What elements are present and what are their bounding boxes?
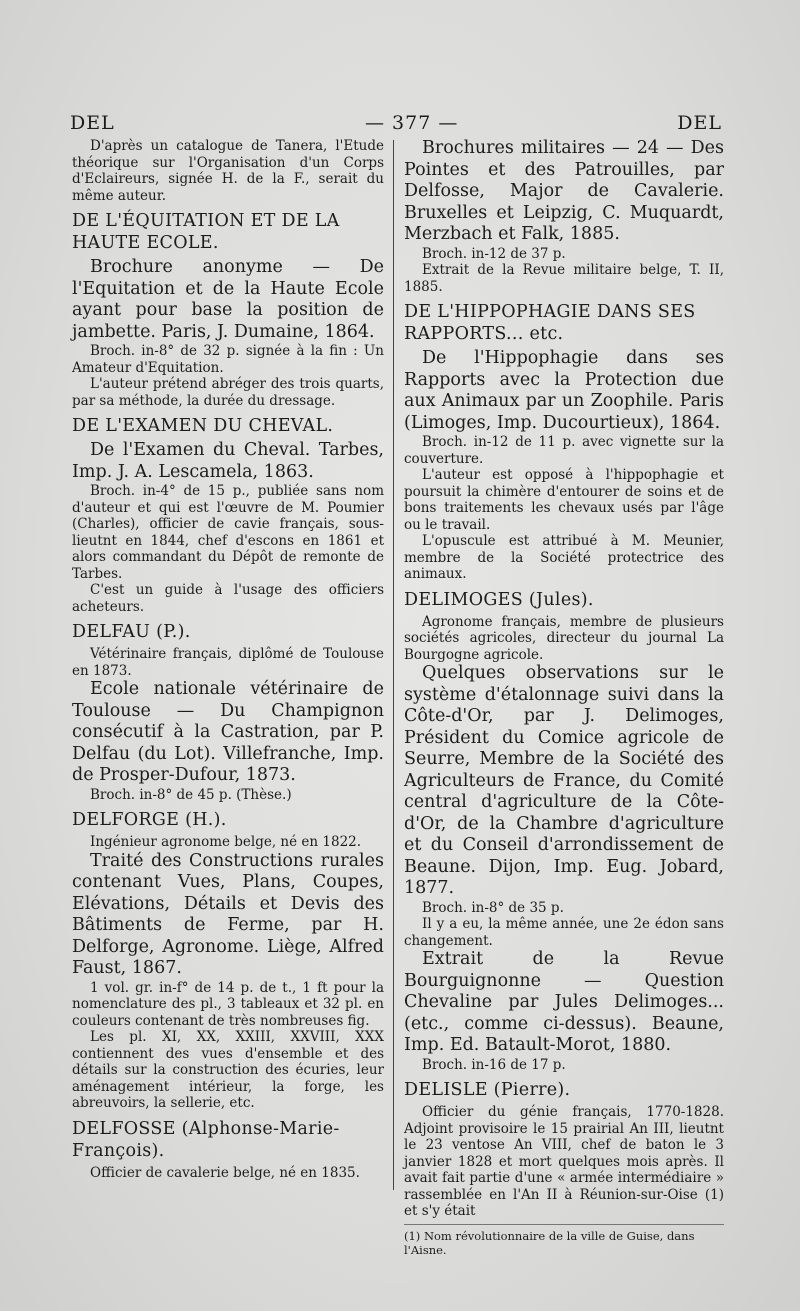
entry-note: Les pl. XI, XX, XXIII, XXVIII, XXX contiennent des vues d'ensemble et des détails sur la construction des écuries, leur aménagement intérieur, la forge, les abreuvoirs, la sellerie, etc.: [72, 1029, 384, 1111]
entry-note: L'opuscule est attribué à M. Meunier, membre de la Société protectrice des animaux.: [404, 533, 724, 582]
entry-note: C'est un guide à l'usage des officiers acheteurs.: [72, 582, 384, 615]
entry-heading: DELFORGE (H.).: [72, 810, 227, 830]
entry-note: Broch. in-16 de 17 p.: [422, 1056, 566, 1073]
page-number: — 377 —: [365, 112, 459, 134]
right-column: [404, 138, 724, 1257]
entry-note: Broch. in-8° de 45 p. (Thèse.): [90, 786, 292, 803]
entry-note: Broch. in-8° de 32 p. signée à la fin : Un Amateur d'Equitation.: [72, 343, 384, 376]
entry-note: Broch. in-12 de 37 p.: [422, 245, 566, 262]
entry-title: Extrait de la Revue Bourguignonne — Question Chevaline par Jules Delimoges... (etc., comme ci-dessus). Beaune, Imp. Ed. Batault-Morot, 1880.: [404, 949, 724, 1055]
entry-heading: DE L'EXAMEN DU CHEVAL.: [72, 416, 334, 436]
entry-note: Agronome français, membre de plusieurs sociétés agricoles, directeur du journal La Bourgogne agricole.: [404, 613, 724, 663]
entry-heading: DELFOSSE (Alphonse-Marie-François).: [72, 1118, 340, 1161]
header-left: DEL: [70, 112, 115, 134]
entry-note: 1 vol. gr. in-f° de 14 p. de t., 1 ft pour la nomenclature des pl., 3 tableaux et 32 pl. en couleurs contenant de très nombreuses fig.: [72, 979, 384, 1029]
entry-note: D'après un catalogue de Tanera, l'Etude théorique sur l'Organisation d'un Corps d'Eclaireurs, signée H. de la F., serait du même auteur.: [72, 138, 384, 204]
entry-title: De l'Examen du Cheval. Tarbes, Imp. J. A. Lescamela, 1863.: [72, 440, 384, 482]
left-column: [72, 138, 384, 1181]
entry-note: Ingénieur agronome belge, né en 1822.: [90, 834, 362, 850]
entry-title: Brochures militaires — 24 — Des Pointes et des Patrouilles, par Delfosse, Major de Cavalerie. Bruxelles et Leipzig, C. Muquardt, Merzbach et Falk, 1885.: [404, 138, 724, 244]
entry-note: L'auteur est opposé à l'hippophagie et poursuit la chimère d'entourer de soins et de bons traitements les chevaux usés par l'âge ou le travail.: [404, 467, 724, 533]
entry-heading: DELFAU (P.).: [72, 622, 191, 642]
entry-note: L'auteur prétend abréger des trois quarts, par sa méthode, la durée du dressage.: [72, 376, 384, 409]
entry-note: Vétérinaire français, diplômé de Toulouse en 1873.: [72, 646, 384, 679]
header-right: DEL: [677, 112, 722, 134]
entry-heading: DE L'ÉQUITATION ET DE LA HAUTE ECOLE.: [72, 211, 340, 253]
running-header: [70, 112, 722, 140]
entry-title: Ecole nationale vétérinaire de Toulouse — Du Champignon consécutif à la Castration, par P. Delfau (du Lot). Villefranche, Imp. de Prosper-Dufour, 1873.: [72, 679, 384, 785]
entry-heading: DE L'HIPPOPHAGIE DANS SES RAPPORTS... etc.: [404, 302, 696, 344]
entry-note: Broch. in-4° de 15 p., publiée sans nom d'auteur et qui est l'œuvre de M. Poumier (Charles), officier de cavie français, sous-lieutnt en 1844, chef d'escons en 1861 et alors commandant du Dépôt de remonte de Tarbes.: [72, 483, 384, 582]
entry-heading: DELIMOGES (Jules).: [404, 589, 594, 610]
entry-note: Officier de cavalerie belge, né en 1835.: [90, 1164, 360, 1181]
entry-title: De l'Hippophagie dans ses Rapports avec la Protection due aux Animaux par un Zoophile. Paris (Limoges, Imp. Ducourtieux), 1864.: [404, 348, 724, 433]
entry-note: Il y a eu, la même année, une 2e édon sans changement.: [404, 916, 724, 949]
column-divider: [393, 140, 394, 1190]
right-column-body: [404, 138, 724, 1220]
entry-note: Extrait de la Revue militaire belge, T. II, 1885.: [404, 262, 724, 295]
entry-title: Brochure anonyme — De l'Equitation et de la Haute Ecole ayant pour base la position de jambette. Paris, J. Dumaine, 1864.: [72, 257, 384, 342]
entry-note: Broch. in-12 de 11 p. avec vignette sur la couverture.: [404, 434, 724, 467]
entry-title: Quelques observations sur le système d'étalonnage suivi dans la Côte-d'Or, par J. Delimoges, Président du Comice agricole de Seurre, Membre de la Société des Agriculteurs de France, du Comité central d'agriculture de la Côte-d'Or, de la Chambre d'agriculture et du Conseil d'arrondissement de Beaune. Dijon, Imp. Eug. Jobard, 1877.: [404, 663, 724, 898]
footnote: (1) Nom révolutionnaire de la ville de Guise, dans l'Aisne.: [404, 1224, 724, 1257]
entry-note: Broch. in-8° de 35 p.: [422, 899, 564, 916]
entry-title: Traité des Constructions rurales contenant Vues, Plans, Coupes, Elévations, Détails et Devis des Bâtiments de Ferme, par H. Delforge, Agronome. Liège, Alfred Faust, 1867.: [72, 850, 384, 978]
entry-heading: DELISLE (Pierre).: [404, 1080, 571, 1100]
entry-note: Officier du génie français, 1770-1828. Adjoint provisoire le 15 prairial An III, lieutnt le 23 ventose An VIII, chef de baton le 3 janvier 1828 et mort quelques mois après. Il avait fait partie d'une « armée intermédiaire » rassemblée en l'An II à Réunion-sur-Oise (1) et s'y était: [404, 1104, 724, 1219]
